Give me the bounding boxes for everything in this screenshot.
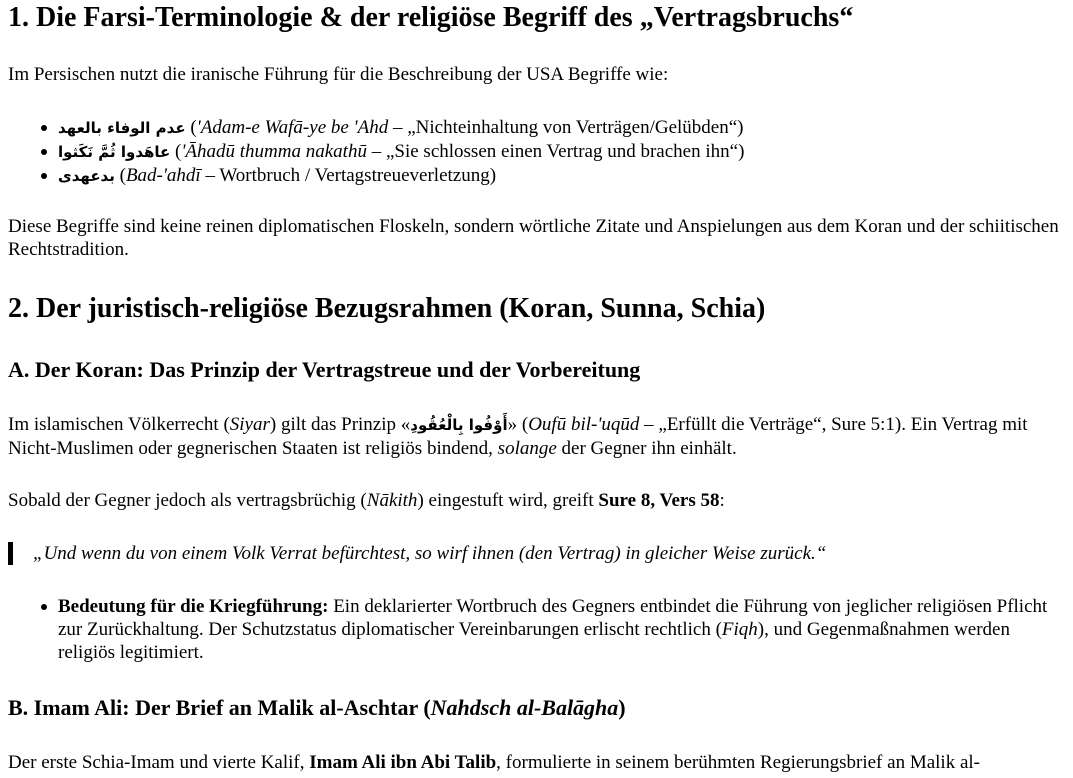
term-arabic: عدم الوفاء بالعهد: [58, 119, 186, 137]
term-translation: – „Sie schlossen einen Vertrag und brachen ihn“): [366, 141, 745, 162]
term-arabic: عاهَدوا ثُمَّ نَكَثوا: [58, 143, 171, 161]
imam-name: Imam Ali ibn Abi Talib: [309, 752, 497, 773]
terms-list: [8, 116, 1061, 188]
term-oufu: Oufū bil-'uqūd: [528, 414, 640, 435]
term-transliteration: Bad-'ahdī: [125, 165, 201, 186]
meaning-list: [8, 595, 1061, 664]
meaning-label: Bedeutung für die Kriegführung:: [58, 596, 329, 617]
term-siyar: Siyar: [229, 414, 270, 435]
term-transliteration: 'Āhadū thumma nakathū: [181, 141, 367, 162]
term-nakith: Nākith: [366, 490, 418, 511]
term-translation: – „Nichteinhaltung von Verträgen/Gelübden“): [388, 117, 744, 138]
term-fiqh: Fiqh: [721, 619, 758, 640]
subsection-a-paragraph-2: Sobald der Gegner jedoch als vertragsbrüchig (Nākith) eingestuft wird, greift Sure 8, Vers 58:: [8, 490, 725, 511]
arabic-quote: أَوْفُوا بِالْعُقُودِ: [410, 416, 508, 434]
term-transliteration: 'Adam-e Wafā-ye be 'Ahd: [196, 117, 389, 138]
section-1-intro: Im Persischen nutzt die iranische Führung für die Beschreibung der USA Begriffe wie:: [8, 64, 669, 85]
subsection-a-heading: A. Der Koran: Das Prinzip der Vertragstreue und der Vorbereitung: [8, 357, 641, 382]
term-item: عدم الوفاء بالعهد ('Adam-e Wafā-ye be 'Ahd – „Nichteinhaltung von Verträgen/Gelübden“): [58, 116, 1061, 140]
term-solange: solange: [497, 438, 557, 459]
subsection-b-paragraph-1: Der erste Schia-Imam und vierte Kalif, Imam Ali ibn Abi Talib, formulierte in seinem berühmten Regierungsbrief an Malik al-: [8, 752, 980, 773]
term-item: عاهَدوا ثُمَّ نَكَثوا ('Āhadū thumma nakathū – „Sie schlossen einen Vertrag und brachen ihn“): [58, 140, 1061, 164]
subsection-b-heading: B. Imam Ali: Der Brief an Malik al-Aschtar (Nahdsch al-Balāgha): [8, 695, 626, 720]
sure-reference: Sure 8, Vers 58: [598, 490, 720, 511]
term-item: بدعهدی (Bad-'ahdī – Wortbruch / Vertagstreueverletzung): [58, 164, 1061, 188]
section-1-outro: Diese Begriffe sind keine reinen diplomatischen Floskeln, sondern wörtliche Zitate und Anspielungen aus dem Koran und der schiitischen Rechtstradition.: [8, 216, 1059, 260]
section-2-heading: 2. Der juristisch-religiöse Bezugsrahmen (Koran, Sunna, Schia): [8, 293, 766, 324]
quran-quote: „Und wenn du von einem Volk Verrat befürchtest, so wirf ihnen (den Vertrag) in gleicher Weise zurück.“: [8, 542, 1061, 565]
meaning-item: Bedeutung für die Kriegführung: Ein deklarierter Wortbruch des Gegners entbindet die Führung von jeglicher religiösen Pflicht zur Zurückhaltung. Der Schutzstatus diplomatischer Vereinbarungen erlischt rechtlich (Fiqh), und Gegenmaßnahmen werden religiös legitimiert.: [58, 595, 1061, 664]
subsection-a-paragraph-1: Im islamischen Völkerrecht (Siyar) gilt das Prinzip «أَوْفُوا بِالْعُقُودِ» (Oufū bil-'uqūd – „Erfüllt die Verträge“, Sure 5:1). Ein Vertrag mit Nicht-Muslimen oder gegnerischen Staaten ist religiös bindend, solange der Gegner ihn einhält.: [8, 414, 1028, 459]
term-translation: – Wortbruch / Vertagstreueverletzung): [200, 165, 497, 186]
section-1-heading: 1. Die Farsi-Terminologie & der religiöse Begriff des „Vertragsbruchs“: [8, 2, 854, 33]
term-arabic: بدعهدی: [58, 167, 115, 185]
